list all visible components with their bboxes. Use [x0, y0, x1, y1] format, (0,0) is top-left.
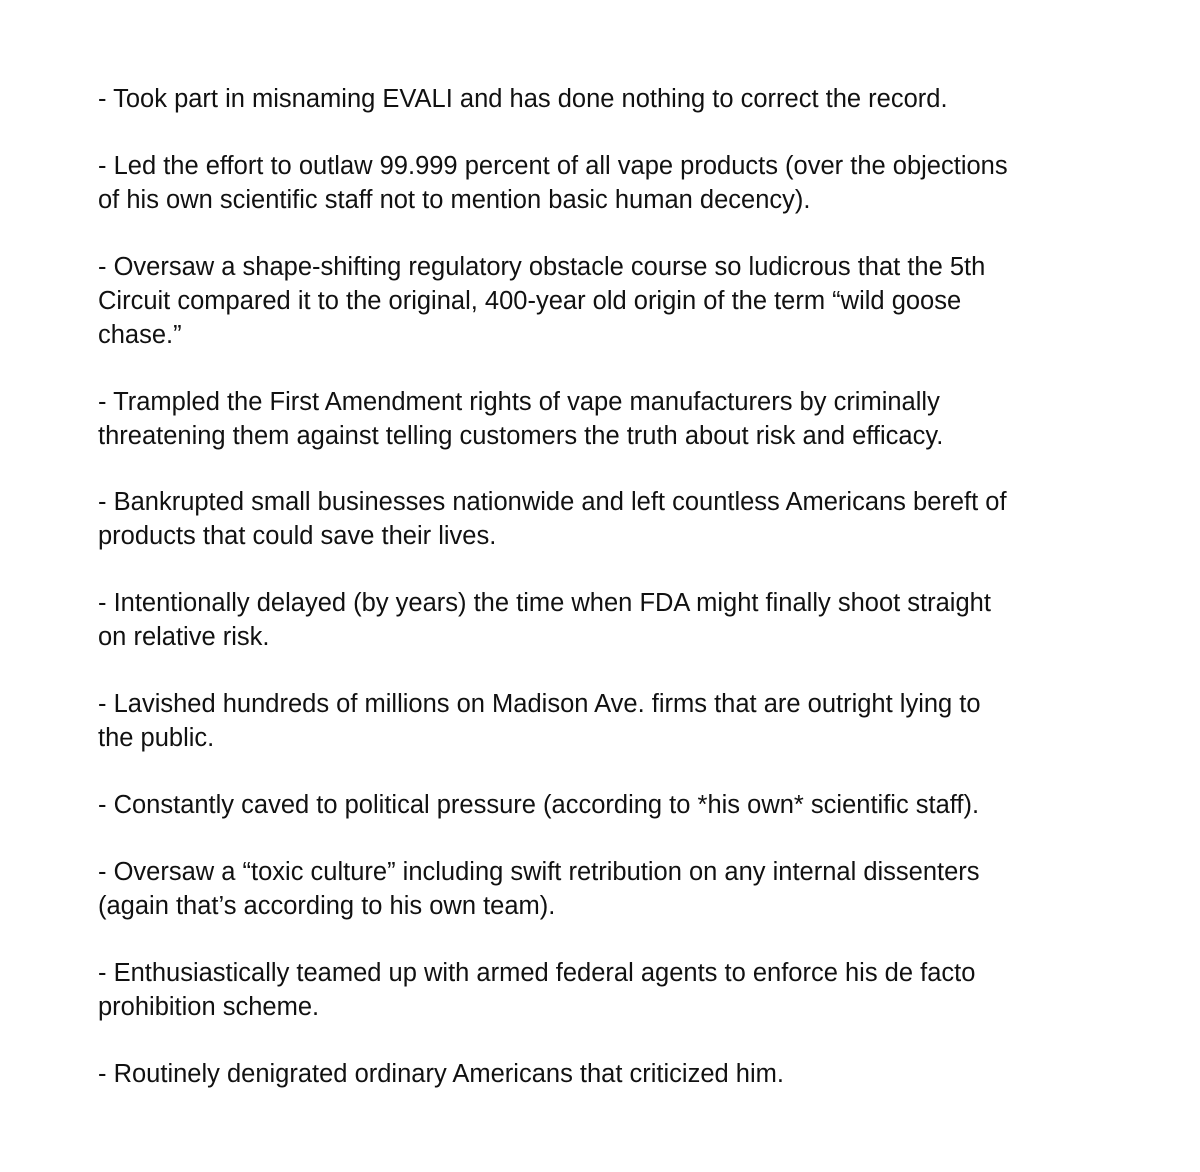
bullet-line: - Routinely denigrated ordinary Americans that criticized him. — [98, 1060, 784, 1088]
bullet-item — [98, 855, 1108, 923]
bullet-line: of his own scientific staff not to mention basic human decency). — [98, 186, 811, 214]
bullet-item — [98, 149, 1108, 217]
bullet-item — [98, 788, 1108, 822]
bullet-item — [98, 385, 1108, 453]
bullet-line: the public. — [98, 724, 215, 752]
bullet-line: - Enthusiastically teamed up with armed federal agents to enforce his de facto — [98, 959, 976, 987]
bullet-line: threatening them against telling customers the truth about risk and efficacy. — [98, 422, 944, 450]
bullet-item — [98, 1057, 1108, 1091]
bullet-item — [98, 687, 1108, 755]
bullet-item — [98, 956, 1108, 1024]
bullet-item — [98, 586, 1108, 654]
bullet-line: - Took part in misnaming EVALI and has done nothing to correct the record. — [98, 85, 948, 113]
bullet-line: chase.” — [98, 321, 182, 349]
bullet-line: - Constantly caved to political pressure (according to *his own* scientific staff). — [98, 791, 980, 819]
bullet-line: Circuit compared it to the original, 400-year old origin of the term “wild goose — [98, 287, 962, 315]
bullet-item — [98, 250, 1108, 352]
bullet-line: - Trampled the First Amendment rights of vape manufacturers by criminally — [98, 388, 940, 416]
bullet-line: (again that’s according to his own team). — [98, 892, 556, 920]
bullet-line: - Lavished hundreds of millions on Madison Ave. firms that are outright lying to — [98, 690, 981, 718]
bullet-line: - Led the effort to outlaw 99.999 percent of all vape products (over the objections — [98, 152, 1008, 180]
bullet-line: - Oversaw a shape-shifting regulatory obstacle course so ludicrous that the 5th — [98, 253, 986, 281]
bullet-line: - Intentionally delayed (by years) the time when FDA might finally shoot straight — [98, 589, 991, 617]
bullet-line: on relative risk. — [98, 623, 270, 651]
bullet-item — [98, 82, 1108, 116]
bullet-item — [98, 485, 1108, 553]
bullet-line: - Oversaw a “toxic culture” including swift retribution on any internal dissenters — [98, 858, 980, 886]
bullet-line: prohibition scheme. — [98, 993, 320, 1021]
bullet-line: products that could save their lives. — [98, 522, 497, 550]
bullet-line: - Bankrupted small businesses nationwide and left countless Americans bereft of — [98, 488, 1007, 516]
